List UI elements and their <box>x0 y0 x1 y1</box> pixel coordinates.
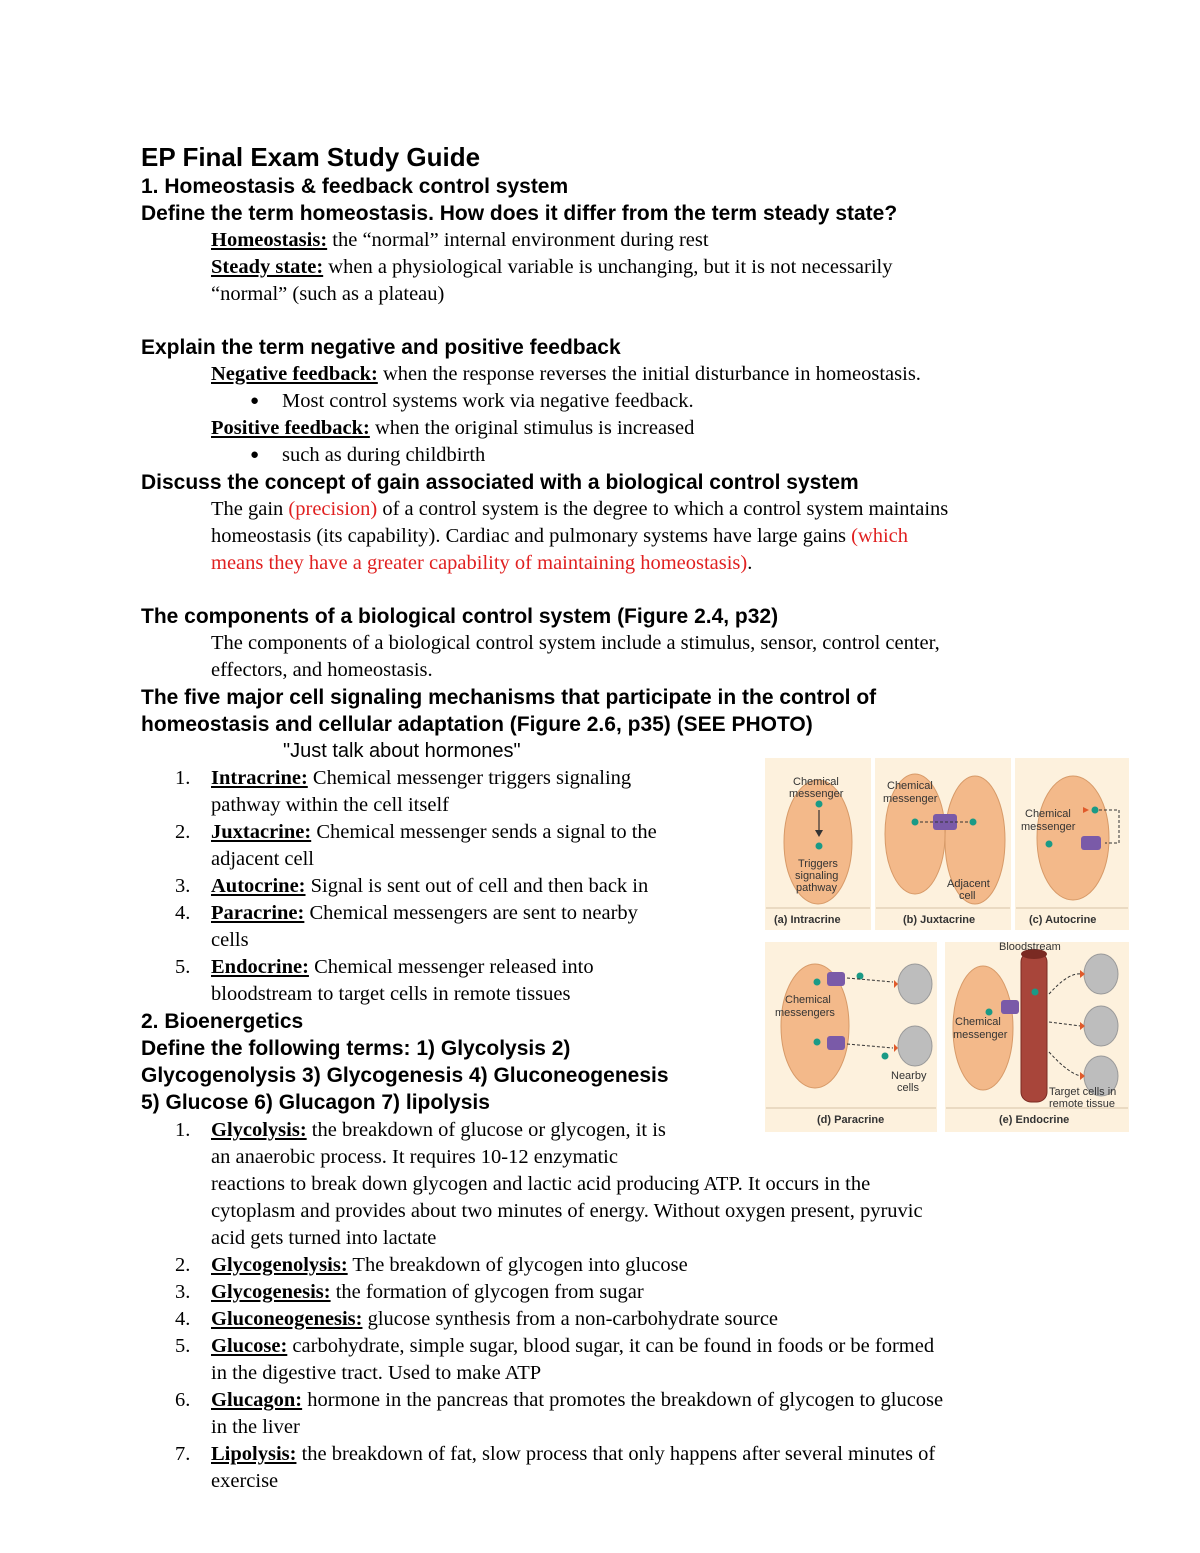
label-messenger: messenger <box>953 1029 1008 1041</box>
term-intracrine: Intracrine: <box>211 767 308 789</box>
label-messenger: messenger <box>1021 821 1076 833</box>
term-paracrine: Paracrine: <box>211 902 305 924</box>
glycogenolysis-text: The breakdown of glycogen into glucose <box>347 1254 688 1276</box>
term-glucagon: Glucagon: <box>211 1389 303 1411</box>
negative-feedback-text: when the response reverses the initial disturbance in homeostasis. <box>377 363 921 385</box>
bullet-icon: ● <box>250 393 260 409</box>
gain-text: of a control system is the degree to which a control system maintains <box>377 498 949 520</box>
list-item-continued: adjacent cell <box>211 848 315 870</box>
gluconeogenesis-text: glucose synthesis from a non-carbohydrate source <box>362 1308 779 1330</box>
paracrine-diagram <box>765 942 937 1132</box>
components-line-1: The components of a biological control system include a stimulus, sensor, control center, <box>211 632 940 654</box>
receptor-shape <box>1001 1000 1019 1014</box>
list-item-endocrine <box>211 954 594 981</box>
blood-vessel <box>1021 952 1047 1102</box>
messenger-dot <box>814 979 821 986</box>
list-item-continued: an anaerobic process. It requires 10-12 enzymatic <box>211 1146 618 1168</box>
list-number: 3. <box>175 875 191 897</box>
messenger-dot <box>1092 807 1099 814</box>
term-positive-feedback: Positive feedback: <box>211 417 370 439</box>
list-item-gluconeogenesis <box>211 1306 778 1333</box>
gain-text: The gain <box>211 498 289 520</box>
list-number: 1. <box>175 1119 191 1141</box>
question-signaling-2: homeostasis and cellular adaptation (Figure 2.6, p35) (SEE PHOTO) <box>141 713 813 736</box>
question-components: The components of a biological control system (Figure 2.4, p32) <box>141 605 779 628</box>
list-number: 2. <box>175 821 191 843</box>
list-item-continued: in the digestive tract. Used to make ATP <box>211 1362 542 1384</box>
cell-shape <box>885 774 945 894</box>
bullet-icon: ● <box>250 447 260 463</box>
messenger-dot <box>986 1009 993 1016</box>
glycogenesis-text: the formation of glycogen from sugar <box>330 1281 644 1303</box>
receptor-shape <box>1081 836 1101 850</box>
lipolysis-text: the breakdown of fat, slow process that only happens after several minutes of <box>296 1443 936 1465</box>
list-number: 6. <box>175 1389 191 1411</box>
receptor-arrow <box>894 980 898 988</box>
label-messenger: messenger <box>789 788 844 800</box>
list-item-continued: pathway within the cell itself <box>211 794 449 816</box>
autocrine-diagram <box>1015 758 1129 930</box>
document-title: EP Final Exam Study Guide <box>141 142 481 172</box>
list-item-lipolysis <box>211 1441 935 1468</box>
arrow-line <box>847 1044 893 1048</box>
gain-highlight: (precision) <box>288 498 378 520</box>
messenger-dot <box>1032 989 1039 996</box>
label-adjacent: Adjacent <box>947 878 990 890</box>
juxtacrine-text: Chemical messenger sends a signal to the <box>311 821 657 843</box>
label-cells: cells <box>897 1082 920 1094</box>
positive-feedback-definition <box>211 415 694 442</box>
receptor-shape <box>827 1036 845 1050</box>
question-signaling-1: The five major cell signaling mechanisms that participate in the control of <box>141 686 877 709</box>
label-chemical: Chemical <box>955 1016 1001 1028</box>
section-heading-bioenergetics: 2. Bioenergetics <box>141 1010 304 1033</box>
messenger-dot <box>816 801 823 808</box>
list-item-continued: acid gets turned into lactate <box>211 1227 437 1249</box>
list-number: 3. <box>175 1281 191 1303</box>
panel-endocrine <box>945 942 1129 1132</box>
term-glycogenesis: Glycogenesis: <box>211 1281 331 1303</box>
label-bloodstream: Bloodstream <box>999 941 1061 953</box>
list-item-glucagon <box>211 1387 943 1414</box>
list-item-continued: exercise <box>211 1470 279 1492</box>
label-messengers: messengers <box>775 1007 835 1019</box>
target-cell <box>898 964 932 1004</box>
term-negative-feedback: Negative feedback: <box>211 363 378 385</box>
intracrine-text: Chemical messenger triggers signaling <box>307 767 632 789</box>
question-terms-1: Define the following terms: 1) Glycolysis 2) <box>141 1037 571 1060</box>
label-triggers: Triggers <box>798 858 838 870</box>
list-number: 4. <box>175 1308 191 1330</box>
term-homeostasis: Homeostasis: <box>211 229 328 251</box>
label-signaling: signaling <box>795 870 839 882</box>
list-item-glucose <box>211 1333 934 1360</box>
autocrine-text: Signal is sent out of cell and then back in <box>305 875 649 897</box>
gain-line-1 <box>211 496 948 523</box>
label-chemical: Chemical <box>887 780 933 792</box>
cell-shape <box>953 966 1013 1090</box>
list-item-glycogenesis <box>211 1279 644 1306</box>
label-target-cells: Target cells in <box>1049 1086 1117 1098</box>
list-item-autocrine <box>211 873 648 900</box>
label-chemical: Chemical <box>785 994 831 1006</box>
question-feedback: Explain the term negative and positive feedback <box>141 336 621 359</box>
section-heading-homeostasis: 1. Homeostasis & feedback control system <box>141 175 569 198</box>
target-cell <box>1084 954 1118 994</box>
cell-signaling-figure <box>763 756 1131 1140</box>
gain-highlight: means they have a greater capability of maintaining homeostasis) <box>211 552 748 574</box>
target-cell <box>1084 1006 1118 1046</box>
panel-juxtacrine <box>875 758 1011 930</box>
term-gluconeogenesis: Gluconeogenesis: <box>211 1308 363 1330</box>
term-autocrine: Autocrine: <box>211 875 306 897</box>
components-line-2: effectors, and homeostasis. <box>211 659 433 681</box>
arrow-line <box>1049 1022 1081 1026</box>
list-number: 7. <box>175 1443 191 1465</box>
messenger-dot <box>912 819 919 826</box>
list-number: 4. <box>175 902 191 924</box>
list-item-glycolysis <box>211 1117 666 1144</box>
term-glucose: Glucose: <box>211 1335 288 1357</box>
question-homeostasis: Define the term homeostasis. How does it differ from the term steady state? <box>141 202 898 225</box>
label-chemical: Chemical <box>1025 808 1071 820</box>
messenger-dot <box>816 843 823 850</box>
negative-feedback-definition <box>211 361 921 388</box>
list-item-glycogenolysis <box>211 1252 688 1279</box>
term-glycogenolysis: Glycogenolysis: <box>211 1254 348 1276</box>
label-cell: cell <box>959 890 976 902</box>
steady-state-text: when a physiological variable is unchanging, but it is not necessarily <box>323 256 893 278</box>
caption-paracrine: (d) Paracrine <box>817 1114 885 1126</box>
list-item-continued: reactions to break down glycogen and lactic acid producing ATP. It occurs in the <box>211 1173 871 1195</box>
question-terms-2: Glycogenolysis 3) Glycogenesis 4) Gluconeogenesis <box>141 1064 669 1087</box>
gain-highlight: (which <box>851 525 909 547</box>
list-item-continued: bloodstream to target cells in remote tissues <box>211 983 571 1005</box>
list-number: 5. <box>175 1335 191 1357</box>
list-item-continued: in the liver <box>211 1416 300 1438</box>
positive-feedback-text: when the original stimulus is increased <box>369 417 695 439</box>
label-remote-tissue: remote tissue <box>1049 1098 1116 1110</box>
endocrine-text: Chemical messenger released into <box>308 956 594 978</box>
arrow-line <box>847 978 893 982</box>
glucagon-text: hormone in the pancreas that promotes the breakdown of glycogen to glucose <box>302 1389 944 1411</box>
target-cell <box>898 1026 932 1066</box>
term-steady-state: Steady state: <box>211 256 324 278</box>
steady-state-continued: “normal” (such as a plateau) <box>211 283 445 305</box>
term-glycolysis: Glycolysis: <box>211 1119 307 1141</box>
receptor-arrow <box>894 1044 898 1052</box>
caption-endocrine: (e) Endocrine <box>999 1114 1070 1126</box>
list-item-intracrine <box>211 765 631 792</box>
label-nearby: Nearby <box>891 1070 927 1082</box>
list-item-continued: cells <box>211 929 249 951</box>
receptor-shape <box>827 972 845 986</box>
list-number: 5. <box>175 956 191 978</box>
steady-state-definition <box>211 254 893 281</box>
question-gain: Discuss the concept of gain associated with a biological control system <box>141 471 859 494</box>
list-number: 1. <box>175 767 191 789</box>
label-messenger: messenger <box>883 793 938 805</box>
glucose-text: carbohydrate, simple sugar, blood sugar, it can be found in foods or be formed <box>287 1335 935 1357</box>
glycolysis-text: the breakdown of glucose or glycogen, it is <box>306 1119 666 1141</box>
term-juxtacrine: Juxtacrine: <box>211 821 312 843</box>
messenger-dot <box>1046 841 1053 848</box>
arrow-line <box>1049 1052 1081 1076</box>
caption-intracrine: (a) Intracrine <box>774 914 841 926</box>
panel-intracrine <box>765 758 871 930</box>
gain-text: homeostasis (its capability). Cardiac and pulmonary systems have large gains <box>211 525 852 547</box>
positive-feedback-bullet: such as during childbirth <box>282 444 486 466</box>
gain-line-3 <box>211 550 752 577</box>
question-terms-3: 5) Glucose 6) Glucagon 7) lipolysis <box>141 1091 490 1114</box>
hormones-note: "Just talk about hormones" <box>283 740 521 762</box>
caption-juxtacrine: (b) Juxtacrine <box>903 914 976 926</box>
messenger-dot <box>814 1039 821 1046</box>
arrow-line <box>1049 974 1081 994</box>
panel-paracrine <box>765 942 937 1132</box>
term-lipolysis: Lipolysis: <box>211 1443 297 1465</box>
gain-line-2 <box>211 523 908 550</box>
homeostasis-text: the “normal” internal environment during rest <box>327 229 709 251</box>
negative-feedback-bullet: Most control systems work via negative feedback. <box>282 390 694 412</box>
term-endocrine: Endocrine: <box>211 956 309 978</box>
label-chemical: Chemical <box>793 776 839 788</box>
list-item-juxtacrine <box>211 819 657 846</box>
messenger-dot <box>882 1053 889 1060</box>
label-pathway: pathway <box>796 882 837 894</box>
list-number: 2. <box>175 1254 191 1276</box>
caption-autocrine: (c) Autocrine <box>1029 914 1097 926</box>
homeostasis-definition <box>211 227 709 254</box>
messenger-dot <box>970 819 977 826</box>
paracrine-text: Chemical messengers are sent to nearby <box>304 902 638 924</box>
list-item-paracrine <box>211 900 638 927</box>
gain-text: . <box>747 552 753 574</box>
panel-autocrine <box>1015 758 1129 930</box>
list-item-continued: cytoplasm and provides about two minutes of energy. Without oxygen present, pyruvic <box>211 1200 923 1222</box>
